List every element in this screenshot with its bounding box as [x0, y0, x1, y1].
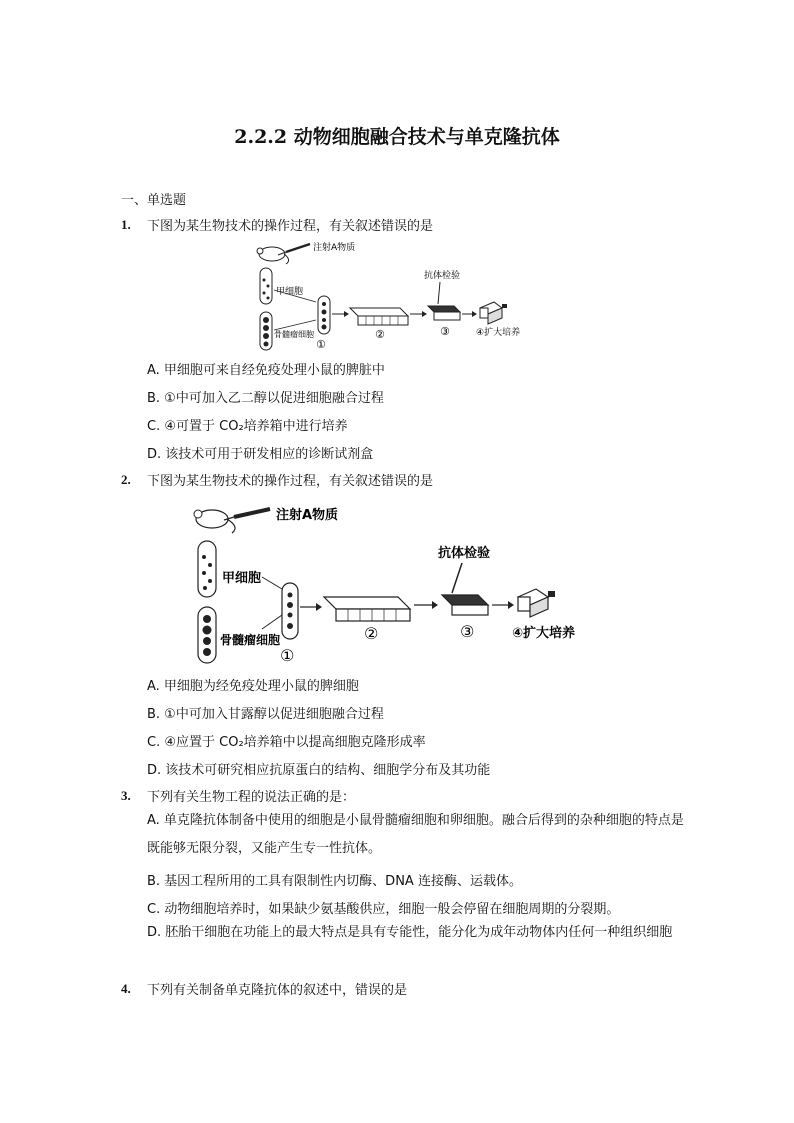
question-4-stem: 下列有关制备单克隆抗体的叙述中，错误的是: [147, 983, 408, 998]
tube-cell-a: [198, 541, 216, 597]
inject-label: 注射A物质: [313, 243, 356, 253]
question-1-figure: [240, 238, 580, 356]
question-1-option-a[interactable]: A. 甲细胞可来自经免疫处理小鼠的脾脏中: [147, 363, 385, 378]
question-3-number: 3.: [121, 788, 131, 803]
question-3-option-c[interactable]: C. 动物细胞培养时，如果缺少氨基酸供应，细胞一般会停留在细胞周期的分裂期。: [147, 902, 620, 917]
tube-cell-a: [260, 268, 272, 304]
question-1-number: 1.: [121, 217, 131, 232]
step-3-label: ③: [440, 325, 450, 338]
step-1-label: ①: [280, 646, 295, 665]
myeloma-label: 骨髓瘤细胞: [274, 330, 314, 339]
antibody-test-label: 抗体检验: [424, 271, 461, 281]
step-3-label: ③: [460, 622, 475, 641]
question-1-option-d[interactable]: D. 该技术可用于研发相应的诊断试剂盒: [147, 447, 374, 462]
myeloma-label: 骨髓瘤细胞: [220, 633, 281, 647]
question-3-option-d[interactable]: D. 胚胎干细胞在功能上的最大特点是具有专能性，能分化为成年动物体内任何一种组织细胞: [147, 925, 673, 940]
syringe-icon: [224, 509, 270, 520]
cell-a-label: 甲细胞: [276, 287, 304, 297]
culture-plate: [350, 308, 408, 325]
step-4-label: ④扩大培养: [476, 328, 521, 338]
culture-plate: [324, 597, 410, 621]
section-heading: 一、单选题: [121, 193, 187, 208]
antibody-test-label: 抗体检验: [438, 546, 491, 561]
question-3-option-a[interactable]: A. 单克隆抗体制备中使用的细胞是小鼠骨髓瘤细胞和卵细胞。融合后得到的杂种细胞的特点是既能够无限分裂，又能产生专一性抗体。: [147, 813, 684, 856]
test-plate: [442, 595, 488, 615]
inject-label: 注射A物质: [276, 508, 339, 523]
fusion-tube: [282, 583, 298, 639]
fusion-tube: [318, 296, 330, 334]
tube-myeloma: [198, 607, 216, 663]
culture-flask: [480, 302, 507, 324]
culture-flask: [518, 589, 555, 617]
question-2-number: 2.: [121, 472, 131, 487]
cell-a-label: 甲细胞: [222, 571, 262, 586]
question-3-option-b[interactable]: B. 基因工程所用的工具有限制性内切酶、DNA 连接酶、运载体。: [147, 874, 522, 889]
question-2-stem: 下图为某生物技术的操作过程，有关叙述错误的是: [147, 474, 434, 489]
step-4-label: ④扩大培养: [512, 626, 576, 641]
tube-myeloma: [260, 312, 272, 350]
step-1-label: ①: [316, 338, 326, 351]
question-2-option-a[interactable]: A. 甲细胞为经免疫处理小鼠的脾细胞: [147, 679, 359, 694]
mouse-icon: [194, 510, 235, 533]
question-2-figure: [190, 497, 610, 672]
step-2-label: ②: [375, 328, 385, 341]
question-2-option-d[interactable]: D. 该技术可研究相应抗原蛋白的结构、细胞学分布及其功能: [147, 763, 491, 778]
question-1-option-b[interactable]: B. ①中可加入乙二醇以促进细胞融合过程: [147, 391, 384, 406]
question-2-option-c[interactable]: C. ④应置于 CO₂培养箱中以提高细胞克隆形成率: [147, 735, 426, 750]
question-3-stem: 下列有关生物工程的说法正确的是：: [147, 790, 356, 805]
mouse-icon: [257, 247, 289, 264]
step-2-label: ②: [364, 624, 379, 643]
question-2-option-b[interactable]: B. ①中可加入甘露醇以促进细胞融合过程: [147, 707, 384, 722]
question-1-option-c[interactable]: C. ④可置于 CO₂培养箱中进行培养: [147, 419, 348, 434]
test-plate: [428, 306, 460, 320]
page-title: 2.2.2 动物细胞融合技术与单克隆抗体: [234, 126, 560, 148]
question-4-number: 4.: [121, 981, 131, 996]
question-1-stem: 下图为某生物技术的操作过程，有关叙述错误的是: [147, 219, 434, 234]
